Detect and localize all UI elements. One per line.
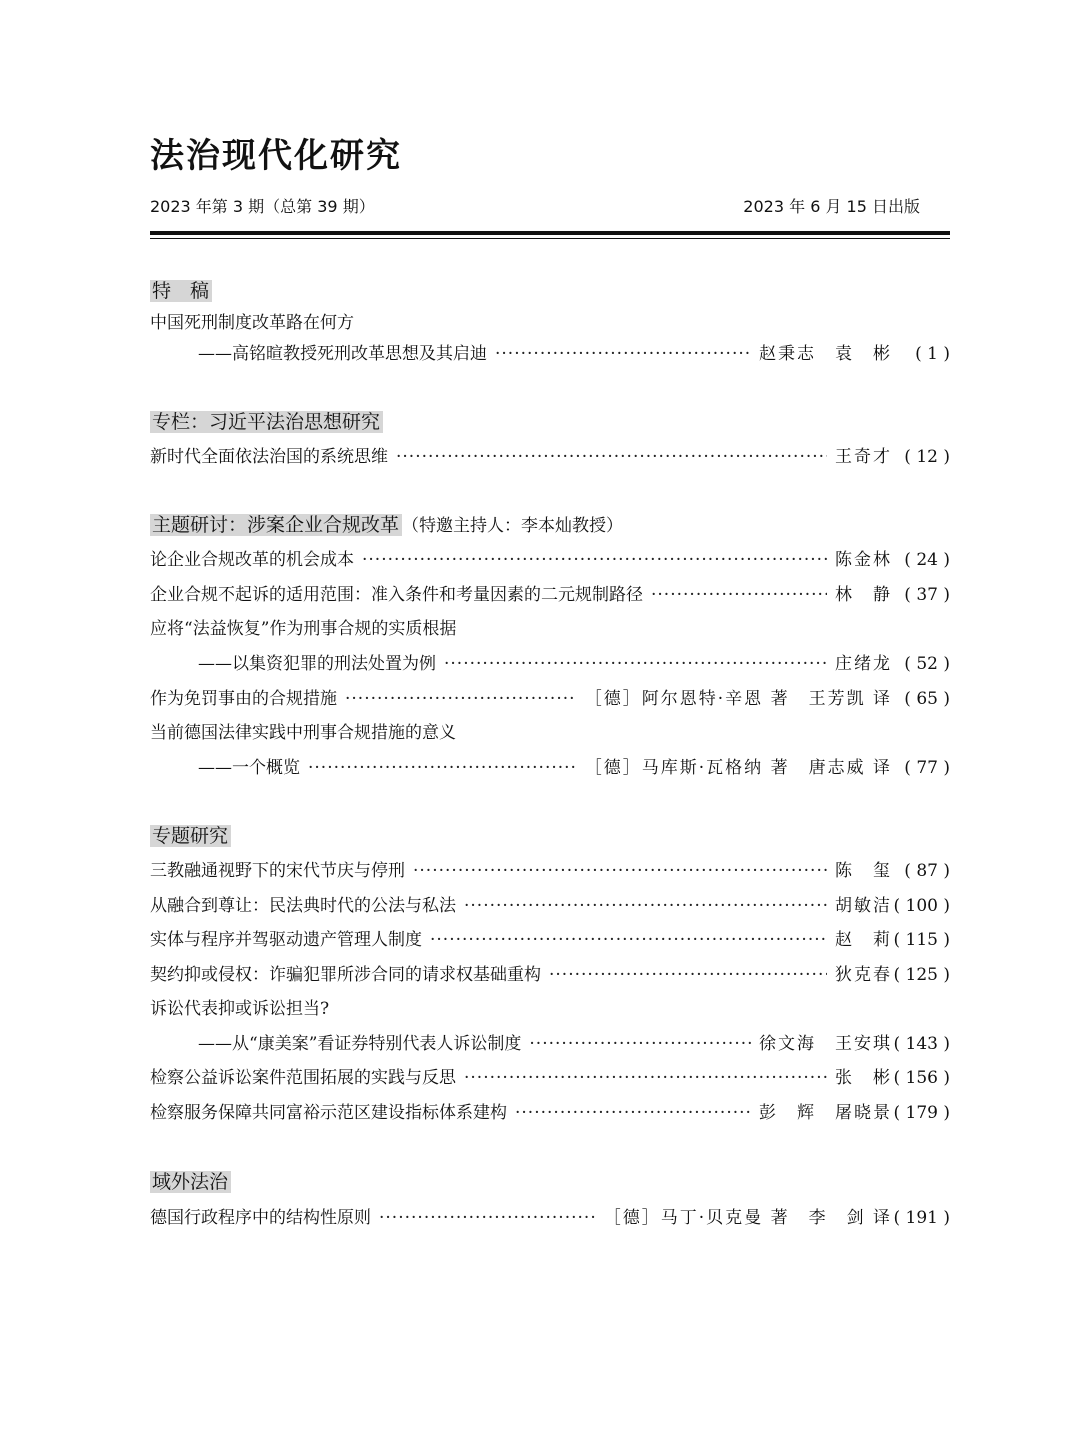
toc-entry[interactable] bbox=[150, 961, 950, 989]
entry-author: ［德］阿尔恩特·辛恩 著 王芳凯 译 bbox=[584, 689, 892, 709]
leader-dots bbox=[651, 581, 827, 609]
header-rule-thick bbox=[150, 231, 950, 235]
entry-author: 张 彬 bbox=[835, 1068, 892, 1088]
section-heading: 特 稿 bbox=[150, 278, 212, 304]
entry-title: 从融合到尊让：民法典时代的公法与私法 bbox=[150, 896, 456, 916]
leader-dots bbox=[379, 1204, 596, 1232]
leader-dots bbox=[549, 961, 827, 989]
leader-dots bbox=[345, 685, 577, 713]
entry-author: 赵 莉 bbox=[835, 930, 892, 950]
entry-page: ( 156 ) bbox=[893, 1068, 950, 1088]
entry-title: ——一个概览 bbox=[198, 758, 300, 778]
entry-page: ( 100 ) bbox=[893, 896, 950, 916]
entry-title: 作为免罚事由的合规措施 bbox=[150, 689, 337, 709]
toc-entry[interactable] bbox=[150, 650, 950, 678]
entry-title: 检察公益诉讼案件范围拓展的实践与反思 bbox=[150, 1068, 456, 1088]
section-heading: 域外法治 bbox=[150, 1169, 231, 1195]
entry-page: ( 125 ) bbox=[893, 965, 950, 985]
entry-page: ( 65 ) bbox=[904, 689, 950, 709]
toc-entry-title: 诉讼代表抑或诉讼担当? bbox=[150, 999, 330, 1019]
toc-entry[interactable] bbox=[150, 340, 950, 368]
section-heading: 主题研讨：涉案企业合规改革 （特邀主持人：李本灿教授） bbox=[152, 514, 624, 536]
entry-page: ( 87 ) bbox=[904, 861, 950, 881]
entry-title: 契约抑或侵权：诈骗犯罪所涉合同的请求权基础重构 bbox=[150, 965, 541, 985]
leader-dots bbox=[430, 926, 827, 954]
entry-page: ( 1 ) bbox=[915, 344, 950, 364]
leader-dots bbox=[396, 443, 827, 471]
entry-page: ( 37 ) bbox=[904, 585, 950, 605]
toc-entry[interactable] bbox=[150, 926, 950, 954]
entry-title: 论企业合规改革的机会成本 bbox=[150, 550, 354, 570]
entry-page: ( 115 ) bbox=[893, 930, 950, 950]
entry-title: ——从“康美案”看证券特别代表人诉讼制度 bbox=[198, 1034, 522, 1054]
toc-entry[interactable] bbox=[150, 1030, 950, 1058]
issue-line bbox=[150, 194, 920, 217]
entry-title: 新时代全面依法治国的系统思维 bbox=[150, 447, 388, 467]
entry-title: 实体与程序并驾驱动遗产管理人制度 bbox=[150, 930, 422, 950]
entry-title: ——以集资犯罪的刑法处置为例 bbox=[198, 654, 436, 674]
publish-date: 2023 年 6 月 15 日出版 bbox=[743, 197, 920, 216]
entry-author: ［德］马库斯·瓦格纳 著 唐志威 译 bbox=[584, 758, 892, 778]
entry-title: ——高铭暄教授死刑改革思想及其启迪 bbox=[198, 344, 487, 364]
entry-page: ( 12 ) bbox=[904, 447, 950, 467]
entry-author: 赵秉志 袁 彬 bbox=[759, 344, 892, 364]
leader-dots bbox=[413, 857, 827, 885]
section-heading-sub: （特邀主持人：李本灿教授） bbox=[402, 516, 624, 536]
toc-entry[interactable] bbox=[150, 892, 950, 920]
toc-entry[interactable] bbox=[150, 581, 950, 609]
leader-dots bbox=[464, 1064, 827, 1092]
entry-author: 陈金林 bbox=[835, 550, 892, 570]
leader-dots bbox=[515, 1099, 751, 1127]
toc-entry-title: 应将“法益恢复”作为刑事合规的实质根据 bbox=[150, 619, 457, 639]
section-heading: 专栏：习近平法治思想研究 bbox=[150, 409, 383, 435]
entry-title: 三教融通视野下的宋代节庆与停刑 bbox=[150, 861, 405, 881]
entry-author: 徐文海 王安琪 bbox=[759, 1034, 892, 1054]
entry-author: 狄克春 bbox=[835, 965, 892, 985]
leader-dots bbox=[464, 892, 827, 920]
leader-dots bbox=[308, 754, 577, 782]
toc-entry[interactable] bbox=[150, 546, 950, 574]
toc-entry-title: 中国死刑制度改革路在何方 bbox=[150, 313, 354, 333]
leader-dots bbox=[495, 340, 751, 368]
header-rule-thin bbox=[150, 238, 950, 239]
section-heading: 专题研究 bbox=[150, 823, 231, 849]
entry-page: ( 77 ) bbox=[904, 758, 950, 778]
leader-dots bbox=[529, 1030, 751, 1058]
entry-author: 庄绪龙 bbox=[835, 654, 892, 674]
toc-entry[interactable] bbox=[150, 1204, 950, 1232]
toc-entry-title: 当前德国法律实践中刑事合规措施的意义 bbox=[150, 723, 456, 743]
entry-page: ( 24 ) bbox=[904, 550, 950, 570]
entry-author: 王奇才 bbox=[835, 447, 892, 467]
entry-page: ( 191 ) bbox=[893, 1208, 950, 1228]
entry-author: 胡敏洁 bbox=[835, 896, 892, 916]
entry-author: 林 静 bbox=[835, 585, 892, 605]
leader-dots bbox=[444, 650, 827, 678]
toc-entry[interactable] bbox=[150, 685, 950, 713]
entry-title: 德国行政程序中的结构性原则 bbox=[150, 1208, 371, 1228]
leader-dots bbox=[362, 546, 827, 574]
entry-author: 陈 玺 bbox=[835, 861, 892, 881]
toc-entry[interactable] bbox=[150, 443, 950, 471]
toc-entry[interactable] bbox=[150, 1099, 950, 1127]
toc-entry[interactable] bbox=[150, 857, 950, 885]
entry-page: ( 52 ) bbox=[904, 654, 950, 674]
entry-title: 检察服务保障共同富裕示范区建设指标体系建构 bbox=[150, 1103, 507, 1123]
entry-author: ［德］马丁·贝克曼 著 李 剑 译 bbox=[603, 1208, 892, 1228]
toc-entry[interactable] bbox=[150, 754, 950, 782]
entry-title: 企业合规不起诉的适用范围：准入条件和考量因素的二元规制路径 bbox=[150, 585, 643, 605]
issue-number: 2023 年第 3 期（总第 39 期） bbox=[150, 197, 375, 216]
journal-title: 法治现代化研究 bbox=[150, 136, 402, 176]
entry-page: ( 179 ) bbox=[893, 1103, 950, 1123]
entry-page: ( 143 ) bbox=[893, 1034, 950, 1054]
entry-author: 彭 辉 屠晓景 bbox=[759, 1103, 892, 1123]
toc-entry[interactable] bbox=[150, 1064, 950, 1092]
